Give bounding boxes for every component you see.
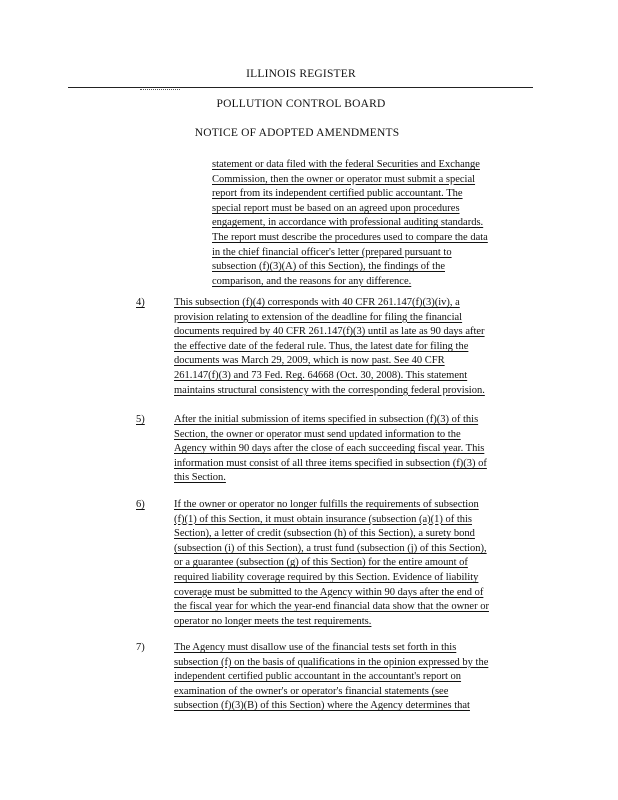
paragraph-number: 5) bbox=[136, 414, 145, 425]
paragraph-5 bbox=[174, 413, 487, 486]
text-line: Section), a letter of credit (subsection (h) of this Section), a surety bond bbox=[174, 528, 475, 540]
paragraph-number: 6) bbox=[136, 499, 145, 510]
paragraph-number: 7) bbox=[136, 642, 145, 653]
text-line: this Section. bbox=[174, 472, 226, 484]
text-line: coverage must be submitted to the Agency within 90 days after the end of bbox=[174, 586, 484, 598]
text-line: the fiscal year for which the year-end financial data show that the owner or bbox=[174, 601, 489, 613]
text-line: independent certified public accountant in the accountant's report on bbox=[174, 671, 462, 683]
text-line: After the initial submission of items specified in subsection (f)(3) of this bbox=[174, 414, 479, 425]
text-line: subsection (f) on the basis of qualifications in the opinion expressed by the bbox=[174, 656, 489, 668]
notice-title: NOTICE OF ADOPTED AMENDMENTS bbox=[194, 127, 400, 139]
text-line: documents required by 40 CFR 261.147(f)(3) until as late as 90 days after bbox=[174, 326, 485, 338]
paragraph-6 bbox=[174, 498, 489, 629]
text-line: subsection (f)(3)(B) of this Section) where the Agency determines that bbox=[174, 700, 470, 712]
text-line: Agency within 90 days after the close of each succeeding fiscal year. This bbox=[174, 443, 485, 455]
register-title: ILLINOIS REGISTER bbox=[246, 68, 356, 80]
text-line: (subsection (i) of this Section), a trust fund (subsection (j) of this Section), bbox=[174, 542, 487, 554]
text-line: 261.147(f)(3) and 73 Fed. Reg. 64668 (Oct. 30, 2008). This statement bbox=[174, 369, 468, 381]
continuation-text bbox=[212, 158, 488, 289]
paragraph-7 bbox=[174, 641, 488, 714]
text-line: operator no longer meets the test requirements. bbox=[174, 615, 372, 627]
text-line: examination of the owner's or operator's financial statements (see bbox=[174, 685, 449, 697]
header-rule-mark bbox=[140, 89, 180, 90]
paragraph-number: 4) bbox=[136, 297, 145, 308]
text-line: engagement, in accordance with professional auditing standards. bbox=[212, 217, 484, 229]
text-line: provision relating to extension of the deadline for filing the financial bbox=[174, 311, 463, 323]
paragraph-4 bbox=[174, 296, 485, 398]
text-line: The report must describe the procedures used to compare the data bbox=[212, 231, 488, 243]
text-line: or a guarantee (subsection (g) of this Section) for the entire amount of bbox=[174, 557, 468, 569]
text-line: comparison, and the reasons for any difference. bbox=[212, 275, 412, 287]
text-line: This subsection (f)(4) corresponds with 40 CFR 261.147(f)(3)(iv), a bbox=[174, 297, 460, 308]
text-line: in the chief financial officer's letter (prepared pursuant to bbox=[212, 246, 452, 258]
text-line: documents was March 29, 2009, which is now past. See 40 CFR bbox=[174, 355, 445, 367]
text-line: (f)(1) of this Section, it must obtain insurance (subsection (a)(1) of this bbox=[174, 513, 473, 525]
header-rule bbox=[68, 87, 533, 88]
text-line: Section, the owner or operator must send updated information to the bbox=[174, 428, 461, 440]
text-line: special report must be based on an agreed upon procedures bbox=[212, 202, 460, 214]
text-line: The Agency must disallow use of the financial tests set forth in this bbox=[174, 642, 457, 653]
text-line: If the owner or operator no longer fulfills the requirements of subsection bbox=[174, 499, 479, 510]
text-line: the effective date of the federal rule. Thus, the latest date for filing the bbox=[174, 340, 469, 352]
text-line: Commission, then the owner or operator must submit a special bbox=[212, 173, 476, 185]
text-line: maintains structural consistency with the corresponding federal provision. bbox=[174, 384, 485, 396]
text-line: subsection (f)(3)(A) of this Section), the findings of the bbox=[212, 261, 445, 273]
text-line: report from its independent certified public accountant. The bbox=[212, 188, 463, 200]
text-line: information must consist of all three items specified in subsection (f)(3) of bbox=[174, 457, 487, 469]
board-name: POLLUTION CONTROL BOARD bbox=[216, 98, 386, 110]
text-line: required liability coverage required by this Section. Evidence of liability bbox=[174, 571, 479, 583]
text-line: statement or data filed with the federal Securities and Exchange bbox=[212, 159, 480, 170]
